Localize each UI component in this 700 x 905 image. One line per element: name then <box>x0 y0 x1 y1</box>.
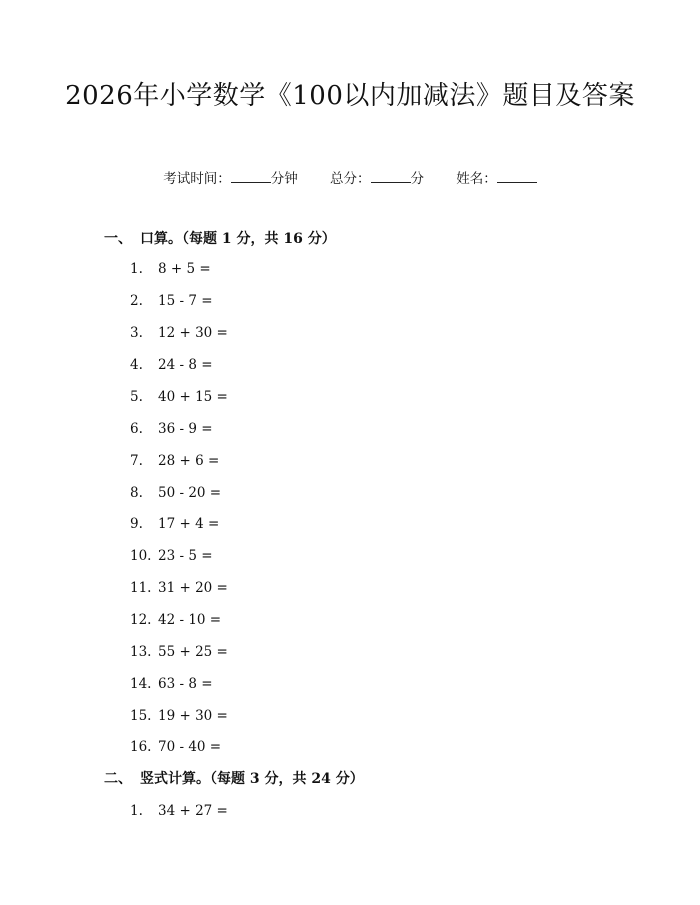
question-number: 2. <box>130 293 143 309</box>
question-number: 16. <box>130 739 152 755</box>
question-number: 12. <box>130 612 152 628</box>
question-expression: 8 + 5 = <box>158 261 211 277</box>
question-number: 9. <box>130 516 143 532</box>
question-number: 10. <box>130 548 152 564</box>
question-expression: 40 + 15 = <box>158 389 228 405</box>
question-number: 6. <box>130 421 143 437</box>
question-expression: 24 - 8 = <box>158 357 213 373</box>
question-number: 3. <box>130 325 143 341</box>
question-number: 8. <box>130 485 143 501</box>
question-number: 1. <box>130 261 143 277</box>
question-number: 14. <box>130 676 152 692</box>
question-number: 7. <box>130 453 143 469</box>
exam-time-label: 考试时间： <box>163 171 231 187</box>
question-row <box>130 419 213 439</box>
exam-time-field <box>163 168 298 189</box>
section-2-number: 二、 <box>104 771 132 787</box>
question-expression: 70 - 40 = <box>158 739 222 755</box>
question-row <box>130 801 228 821</box>
question-expression: 50 - 20 = <box>158 485 222 501</box>
question-row <box>130 355 213 375</box>
question-row <box>130 259 211 279</box>
question-row <box>130 610 221 630</box>
question-number: 15. <box>130 708 152 724</box>
question-expression: 36 - 9 = <box>158 421 213 437</box>
exam-time-blank <box>231 168 271 183</box>
section-1-number: 一、 <box>104 231 132 247</box>
section-2-title: 竖式计算。（每题 3 分，共 24 分） <box>140 771 364 787</box>
question-number: 11. <box>130 580 152 596</box>
question-expression: 55 + 25 = <box>158 644 228 660</box>
question-number: 1. <box>130 803 143 819</box>
question-row <box>130 323 228 343</box>
student-name-label: 姓名： <box>456 171 497 187</box>
question-expression: 63 - 8 = <box>158 676 213 692</box>
total-score-label: 总分： <box>330 171 371 187</box>
total-score-unit: 分 <box>410 171 424 187</box>
page-title: 2026年小学数学《100以内加减法》题目及答案 <box>65 81 635 111</box>
section-1-title: 口算。（每题 1 分，共 16 分） <box>140 231 336 247</box>
total-score-blank <box>371 168 411 183</box>
question-row <box>130 642 228 662</box>
question-expression: 34 + 27 = <box>158 803 228 819</box>
question-row <box>130 514 219 534</box>
question-expression: 19 + 30 = <box>158 708 228 724</box>
question-expression: 28 + 6 = <box>158 453 220 469</box>
question-expression: 15 - 7 = <box>158 293 213 309</box>
student-name-field <box>456 168 537 189</box>
question-number: 4. <box>130 357 143 373</box>
exam-meta-line <box>0 168 700 189</box>
question-expression: 23 - 5 = <box>158 548 213 564</box>
question-row <box>130 483 221 503</box>
question-expression: 31 + 20 = <box>158 580 228 596</box>
question-row <box>130 674 213 694</box>
question-expression: 42 - 10 = <box>158 612 222 628</box>
exam-time-unit: 分钟 <box>270 171 298 187</box>
question-expression: 17 + 4 = <box>158 516 220 532</box>
section-1-heading <box>104 229 336 249</box>
question-number: 5. <box>130 389 143 405</box>
question-row <box>130 578 228 598</box>
section-2-heading <box>104 769 364 789</box>
question-row <box>130 291 213 311</box>
question-row <box>130 737 221 757</box>
question-row <box>130 451 219 471</box>
question-expression: 12 + 30 = <box>158 325 228 341</box>
question-number: 13. <box>130 644 152 660</box>
question-row <box>130 387 228 407</box>
total-score-field <box>330 168 424 189</box>
question-row <box>130 706 228 726</box>
student-name-blank <box>497 168 537 183</box>
question-row <box>130 546 213 566</box>
